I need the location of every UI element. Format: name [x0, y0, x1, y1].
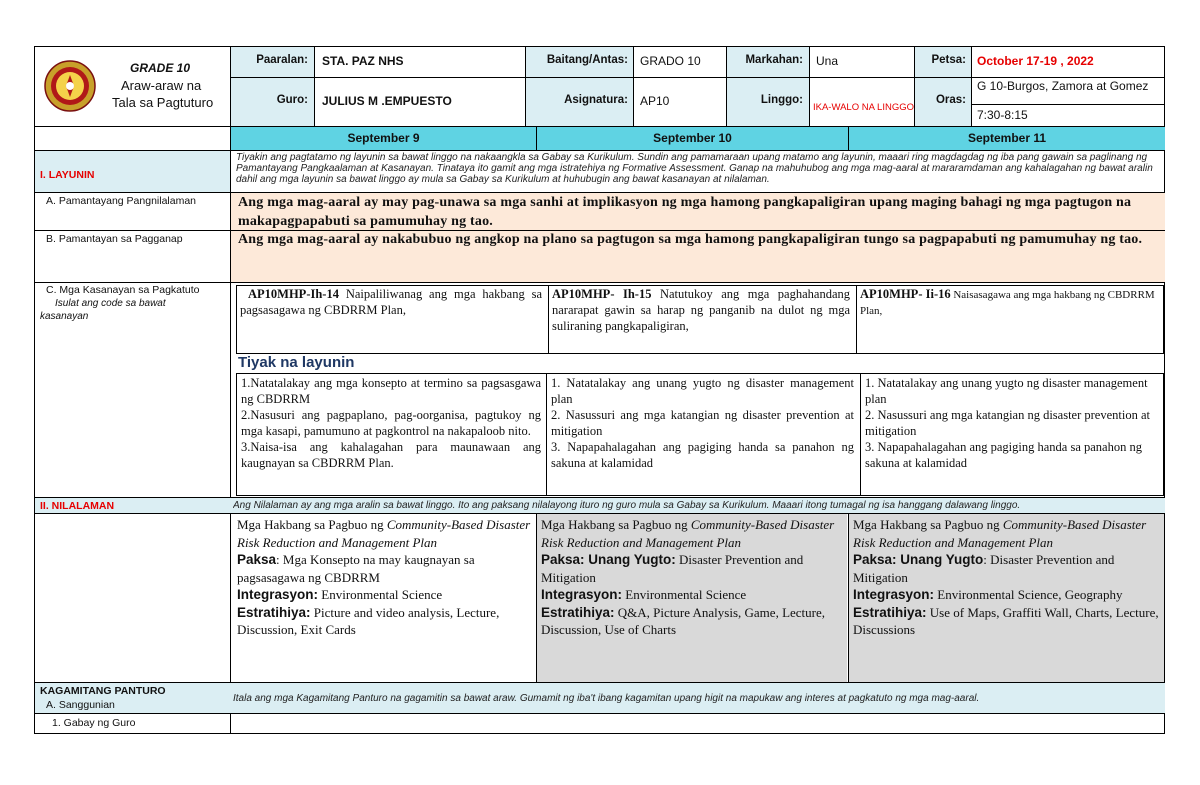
tiyak-2-item-1: 1. Natatalakay ang unang yugto ng disaster management plan — [551, 376, 854, 406]
asignatura-label: Asignatura: — [564, 94, 628, 106]
tiyak-1-item-3: 3.Naisa-isa ang kahalagahan para maunawaan ang kaugnayan sa CBDRRM Plan. — [241, 440, 541, 470]
tiyak-col-1 — [241, 375, 541, 471]
kagamitan-label: KAGAMITANG PANTURO — [40, 685, 166, 697]
nilalaman-1-estratihiya: Picture and video analysis, Lecture, Discussion, Exit Cards — [237, 604, 500, 637]
nilalaman-1-title: Mga Hakbang sa Pagbuo ng — [237, 517, 387, 532]
competency-2-text: Natutukoy ang mga paghahandang nararapat gawin sa harap ng panganib na dulot ng mga suliraning pangkapaligiran, — [552, 287, 850, 333]
baitang-label: Baitang/Antas: — [546, 54, 628, 66]
nilalaman-2-title-italic: Community-Based Disaster Risk Reduction and Management Plan — [541, 517, 835, 550]
doc-title-line2: Tala sa Pagtuturo — [112, 95, 214, 110]
oras-sections: G 10-Burgos, Zamora at Gomez — [977, 79, 1149, 93]
nilalaman-col-3 — [853, 516, 1159, 639]
sanggunian-label: A. Sanggunian — [46, 699, 115, 711]
nilalaman-2-integrasyon: Environmental Science — [622, 587, 747, 602]
competency-2-code: AP10MHP- Ih-15 — [552, 287, 652, 301]
nilalaman-2-paksa-label: Paksa: Unang Yugto: — [541, 552, 676, 567]
competency-1-text: Naipaliliwanag ang mga hakbang sa pagsasagawa ng CBDRRM Plan, — [240, 287, 542, 317]
nilalaman-3-paksa-label: Paksa: Unang Yugto — [853, 552, 984, 567]
competency-2 — [552, 286, 850, 334]
baitang-value: GRADO 10 — [640, 54, 701, 68]
linggo-value: IKA-WALO NA LINGGO — [813, 102, 915, 113]
guro-value: JULIUS M .EMPUESTO — [322, 94, 452, 108]
nilalaman-2-title: Mga Hakbang sa Pagbuo ng — [541, 517, 691, 532]
pangnilalaman-text: Ang mga mag-aaral ay may pag-unawa sa mga sanhi at implikasyon ng mga hamong pangkapaligiran upang maging bahagi ng mga pagtugon na makapagpapabuti sa pamumuhay ng tao. — [238, 195, 1132, 229]
nilalaman-3-estratihiya-label: Estratihiya: — [853, 604, 927, 620]
nilalaman-col-1 — [237, 516, 531, 639]
kagamitan-note: Itala ang mga Kagamitang Panturo na gagamitin sa bawat araw. Gumamit ng iba't ibang kagamitan upang higit na mapukaw ang interes at pagkatuto ng mga mag-aaral. — [233, 693, 980, 704]
markahan-label: Markahan: — [745, 54, 803, 66]
nilalaman-1-title-italic: Community-Based Disaster Risk Reduction and Management Plan — [237, 517, 531, 550]
nilalaman-2-estratihiya-label: Estratihiya: — [541, 604, 615, 620]
nilalaman-note: Ang Nilalaman ay ang mga aralin sa bawat linggo. Ito ang paksang nilalayong ituro ng guro mula sa Gabay sa Kurikulum. Maaari itong tumagal ng isa hanggang dalawang linggo. — [233, 500, 1021, 511]
layunin-note: Tiyakin ang pagtatamo ng layunin sa bawat linggo na nakaangkla sa Gabay sa Kurikulum. Sundin ang pamamaraan upang matamo ang layunin, maaari ring magdagdag ng iba pang gawain sa paglinang ng Pamantayang Pangkaalaman at Kasanayan. Tinataya ito gamit ang mga istratehiya ng Formative Assessment. Ganap na mahuhubog ang mga mag-aaral at mararamdaman ang kahalagahan ng bawat aralin dahil ang mga layunin sa bawat linggo ay mula sa Gabay sa Kurikulum at huhubugin ang bawat kasanayan at nilalaman. — [236, 152, 1153, 185]
guro-label: Guro: — [276, 94, 308, 106]
nilalaman-3-estratihiya: Use of Maps, Graffiti Wall, Charts, Lecture, Discussions — [853, 604, 1159, 637]
tiyak-2-item-2: 2. Nasussuri ang mga katangian ng disaster prevention at mitigation — [551, 408, 854, 438]
nilalaman-1-integrasyon-label: Integrasyon: — [237, 587, 319, 602]
gabay-guro-label: 1. Gabay ng Guro — [52, 717, 136, 729]
competency-1-code: AP10MHP-Ih-14 — [248, 287, 339, 301]
asignatura-value: AP10 — [640, 94, 670, 108]
competency-3-code: AP10MHP- Ii-16 — [860, 287, 951, 301]
nilalaman-3-title: Mga Hakbang sa Pagbuo ng — [853, 517, 1003, 532]
tiyak-3-item-1: 1. Natatalakay ang unang yugto ng disaster management plan — [865, 376, 1148, 406]
tiyak-col-2 — [551, 375, 854, 471]
header-left — [34, 46, 230, 126]
nilalaman-1-paksa-label: Paksa — [237, 552, 277, 567]
day-3-header: September 11 — [967, 131, 1047, 145]
nilalaman-3-title-italic: Community-Based Disaster Risk Reduction and Management Plan — [853, 517, 1147, 550]
petsa-label: Petsa: — [931, 54, 966, 66]
petsa-value: October 17-19 , 2022 — [977, 54, 1094, 68]
nilalaman-col-2 — [541, 516, 842, 639]
day-2-header: September 10 — [653, 131, 732, 145]
nilalaman-label: II. NILALAMAN — [40, 500, 115, 512]
competency-3 — [860, 286, 1160, 319]
tiyak-heading: Tiyak na layunin — [238, 354, 355, 371]
nilalaman-2-estratihiya: Q&A, Picture Analysis, Game, Lecture, Discussion, Use of Charts — [541, 604, 826, 637]
nilalaman-3-integrasyon-label: Integrasyon: — [853, 587, 935, 602]
kasanayan-label: C. Mga Kasanayan sa Pagkatuto — [46, 284, 200, 296]
pagganap-label: B. Pamantayan sa Pagganap — [46, 233, 183, 245]
nilalaman-2-integrasyon-label: Integrasyon: — [541, 587, 623, 602]
nilalaman-1-integrasyon: Environmental Science — [318, 587, 443, 602]
competency-1 — [240, 286, 542, 318]
paaralan-label: Paaralan: — [256, 54, 308, 66]
nilalaman-1-estratihiya-label: Estratihiya: — [237, 604, 311, 620]
doc-title-line1: Araw-araw na — [121, 78, 202, 93]
pangnilalaman-label: A. Pamantayang Pangnilalaman — [46, 195, 197, 207]
pagganap-text: Ang mga mag-aaral ay nakabubuo ng angkop na plano sa pagtugon sa mga hamong pangkapaligiran tungo sa pagpapabuti ng pamumuhay ng tao. — [238, 232, 1143, 247]
day-1-header: September 9 — [347, 131, 420, 145]
oras-label: Oras: — [935, 94, 966, 106]
nilalaman-3-integrasyon: Environmental Science, Geography — [934, 587, 1123, 602]
tiyak-1-item-1: 1.Natatalakay ang mga konsepto at termino sa pagsasgawa ng CBDRRM — [241, 376, 541, 406]
tiyak-2-item-3: 3. Napapahalagahan ang pagiging handa sa panahon ng sakuna at kalamidad — [551, 440, 854, 470]
oras-time: 7:30-8:15 — [977, 108, 1028, 122]
paaralan-value: STA. PAZ NHS — [322, 54, 404, 68]
tiyak-3-item-3: 3. Napapahalagahan ang pagiging handa sa panahon ng sakuna at kalamidad — [865, 440, 1142, 470]
layunin-label: I. LAYUNIN — [40, 169, 95, 181]
tiyak-3-item-2: 2. Nasussuri ang mga katangian ng disaster prevention at mitigation — [865, 408, 1150, 438]
nilalaman-2-paksa: Disaster Prevention and Mitigation — [541, 552, 804, 585]
tiyak-1-item-2: 2.Nasusuri ang pagpaplano, pag-oorganisa, pagtukoy ng mga kasapi, pamumuno at pagkontrol na nakapaloob nito. — [241, 408, 541, 438]
nilalaman-3-paksa: : Disaster Prevention and Mitigation — [853, 552, 1115, 585]
grade-label: GRADE 10 — [130, 61, 191, 75]
linggo-label: Linggo: — [760, 94, 803, 106]
tiyak-col-3 — [865, 375, 1160, 471]
kasanayan-sub: Isulat ang code sa bawat kasanayan — [40, 298, 166, 322]
nilalaman-1-paksa: : Mga Konsepto na may kaugnayan sa pagsasagawa ng CBDRRM — [237, 552, 475, 585]
school-seal-icon — [44, 60, 96, 112]
competency-3-text: Naisasagawa ang mga hakbang ng CBDRRM Plan, — [860, 289, 1155, 317]
markahan-value: Una — [816, 54, 839, 68]
